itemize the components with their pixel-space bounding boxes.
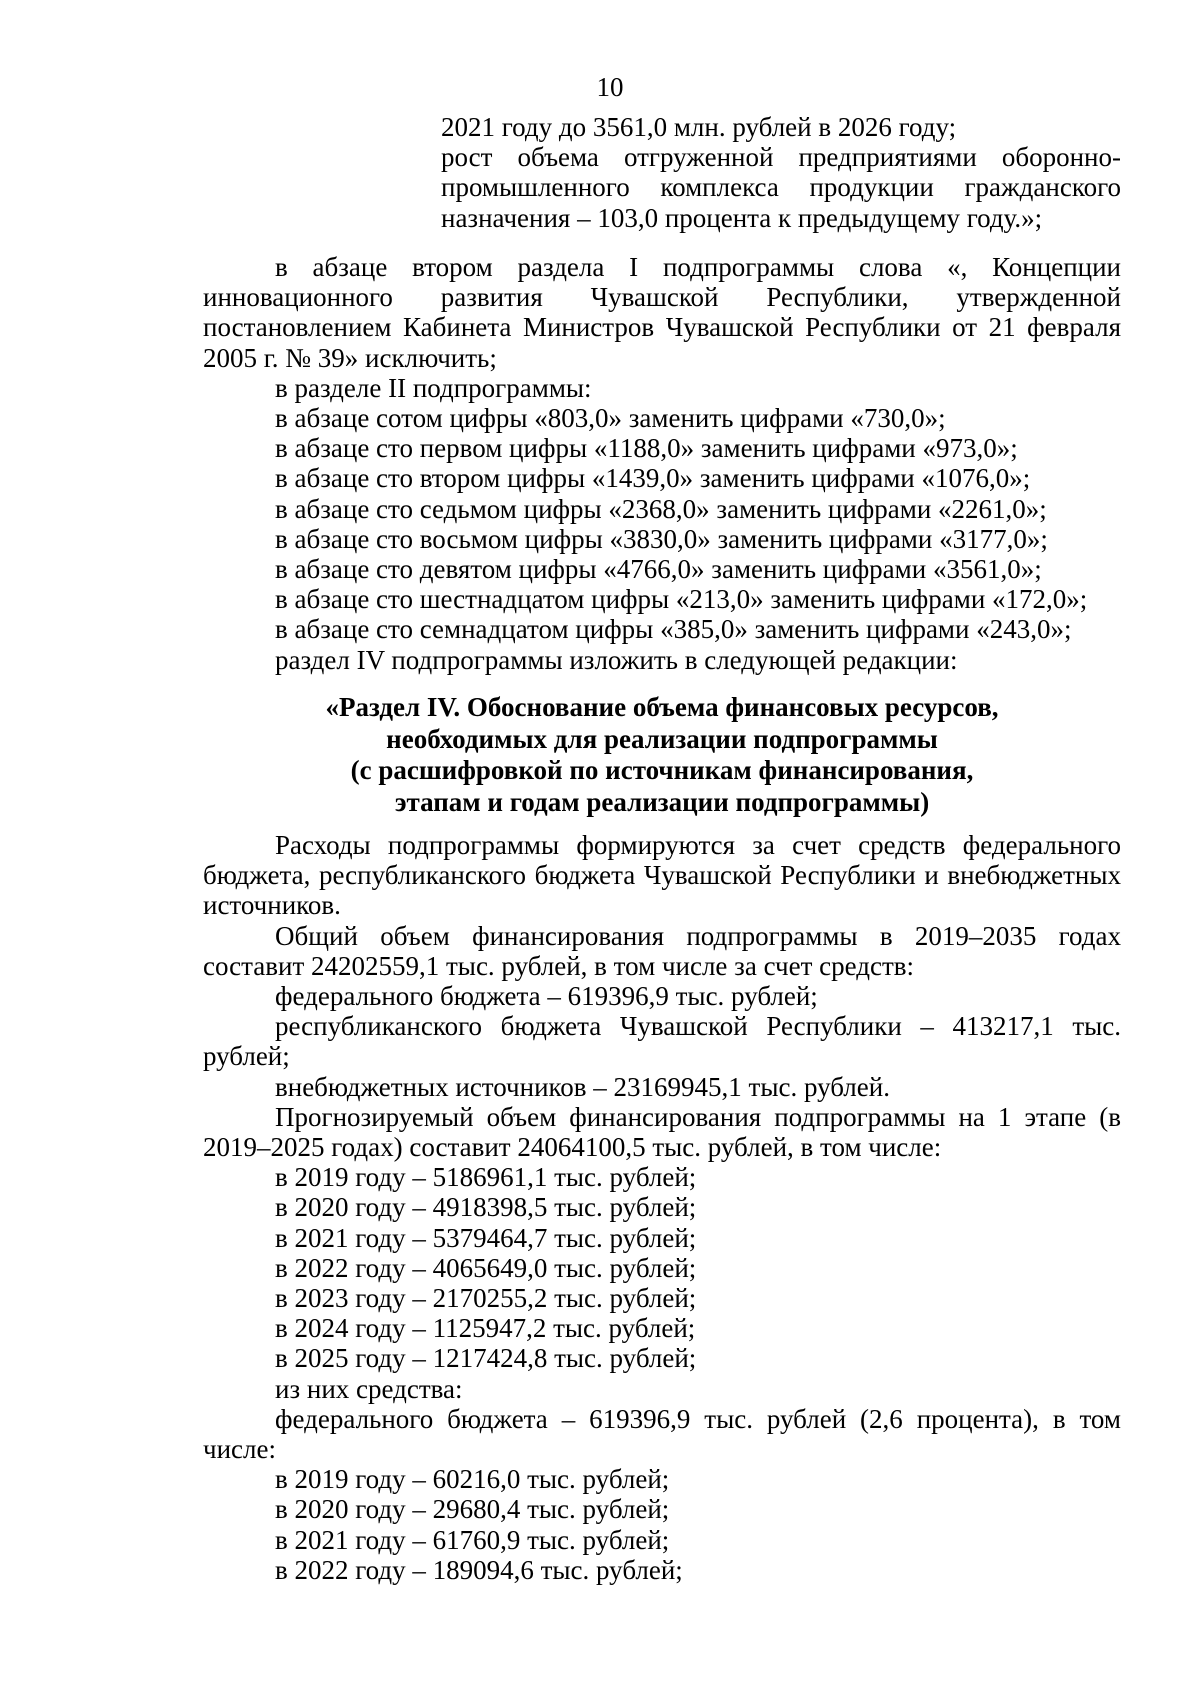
year-amount-line: в 2019 году – 60216,0 тыс. рублей; bbox=[275, 1464, 670, 1495]
body-paragraph: из них средства: bbox=[275, 1373, 463, 1404]
year-amount-line: в 2022 году – 189094,6 тыс. рублей; bbox=[275, 1554, 683, 1585]
amendment-paragraph: в абзаце втором раздела I подпрограммы слова «, Концепции инновационного развития Чувашской Республики, утвержденной постановлением Кабинета Министров Чувашской Республики от 21 февраля 2005 г. № 39» исключить; bbox=[203, 252, 1121, 373]
amendment-line: в абзаце сотом цифры «803,0» заменить цифрами «730,0»; bbox=[275, 403, 946, 434]
amendment-line: в абзаце сто девятом цифры «4766,0» заменить цифрами «3561,0»; bbox=[275, 554, 1042, 585]
amendment-line: в абзаце сто седьмом цифры «2368,0» заменить цифрами «2261,0»; bbox=[275, 493, 1047, 524]
year-amount-line: в 2020 году – 29680,4 тыс. рублей; bbox=[275, 1494, 670, 1525]
heading-line: необходимых для реализации подпрограммы bbox=[386, 723, 938, 754]
year-amount-line: в 2025 году – 1217424,8 тыс. рублей; bbox=[275, 1343, 697, 1374]
intro-line: рост объема отгруженной предприятиями оборонно-промышленного комплекса продукции гражданского назначения – 103,0 процента к предыдущему году.»; bbox=[441, 142, 1121, 233]
page-number: 10 bbox=[596, 72, 624, 102]
intro-line: 2021 году до 3561,0 млн. рублей в 2026 году; bbox=[441, 112, 957, 142]
intro-block bbox=[441, 112, 1121, 233]
year-amount-line: в 2021 году – 5379464,7 тыс. рублей; bbox=[275, 1222, 697, 1253]
section-body bbox=[203, 830, 1121, 1585]
body-paragraph: федерального бюджета – 619396,9 тыс. рублей (2,6 процента), в том числе: bbox=[203, 1403, 1121, 1465]
body-paragraph: Прогнозируемый объем финансирования подпрограммы на 1 этапе (в 2019–2025 годах) составит 24064100,5 тыс. рублей, в том числе: bbox=[203, 1101, 1121, 1163]
year-amount-line: в 2019 году – 5186961,1 тыс. рублей; bbox=[275, 1162, 697, 1193]
amendment-line: в абзаце сто шестнадцатом цифры «213,0» заменить цифрами «172,0»; bbox=[275, 584, 1088, 615]
amendment-line: в абзаце сто семнадцатом цифры «385,0» заменить цифрами «243,0»; bbox=[275, 614, 1072, 645]
body-paragraph: федерального бюджета – 619396,9 тыс. рублей; bbox=[275, 981, 818, 1012]
amendment-line: в абзаце сто восьмом цифры «3830,0» заменить цифрами «3177,0»; bbox=[275, 523, 1048, 554]
year-amount-line: в 2024 году – 1125947,2 тыс. рублей; bbox=[275, 1313, 696, 1344]
year-amount-line: в 2020 году – 4918398,5 тыс. рублей; bbox=[275, 1192, 697, 1223]
body-paragraph: внебюджетных источников – 23169945,1 тыс. рублей. bbox=[275, 1071, 890, 1102]
year-amount-line: в 2023 году – 2170255,2 тыс. рублей; bbox=[275, 1283, 697, 1314]
amendments-block bbox=[203, 252, 1121, 675]
body-paragraph: республиканского бюджета Чувашской Республики – 413217,1 тыс. рублей; bbox=[203, 1011, 1121, 1072]
amendment-line: в разделе II подпрограммы: bbox=[275, 372, 592, 403]
heading-line: «Раздел IV. Обоснование объема финансовых ресурсов, bbox=[325, 692, 999, 722]
amendment-line: раздел IV подпрограммы изложить в следующей редакции: bbox=[275, 644, 958, 675]
body-paragraph: Общий объем финансирования подпрограммы в 2019–2035 годах составит 24202559,1 тыс. рублей, в том числе за счет средств: bbox=[203, 920, 1121, 981]
year-amount-line: в 2022 году – 4065649,0 тыс. рублей; bbox=[275, 1252, 697, 1283]
heading-line: (с расшифровкой по источникам финансирования, bbox=[350, 755, 974, 785]
heading-line: этапам и годам реализации подпрограммы) bbox=[394, 786, 930, 817]
amendment-line: в абзаце сто втором цифры «1439,0» заменить цифрами «1076,0»; bbox=[275, 463, 1031, 494]
amendment-line: в абзаце сто первом цифры «1188,0» заменить цифрами «973,0»; bbox=[275, 433, 1018, 464]
year-amount-line: в 2021 году – 61760,9 тыс. рублей; bbox=[275, 1524, 670, 1555]
body-paragraph: Расходы подпрограммы формируются за счет средств федерального бюджета, республиканского бюджета Чувашской Республики и внебюджетных источников. bbox=[203, 830, 1121, 921]
section-heading bbox=[203, 692, 1121, 818]
